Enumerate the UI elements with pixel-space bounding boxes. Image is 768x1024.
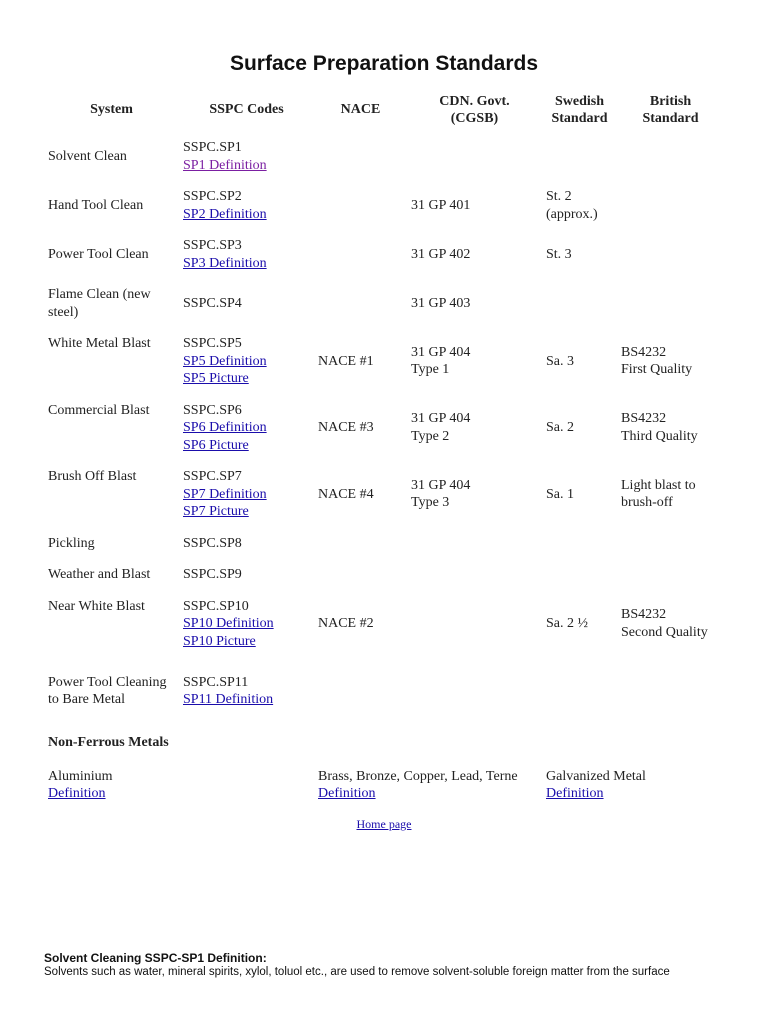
sspc-code-cell xyxy=(179,132,314,181)
swedish-value: Sa. 1 xyxy=(546,486,574,502)
swedish-cell xyxy=(542,132,617,181)
header-cdn-line2: (CGSB) xyxy=(450,111,499,126)
table-row xyxy=(44,395,724,462)
definition-title: Solvent Cleaning SSPC-SP1 Definition: xyxy=(44,951,267,965)
system-cell xyxy=(44,591,179,658)
system-cell xyxy=(44,328,179,395)
cdn-value: 31 GP 404 xyxy=(411,411,471,427)
british-cell xyxy=(617,230,724,279)
sspc-picture-link[interactable]: SP7 Picture xyxy=(183,504,249,519)
british-value: BS4232 xyxy=(621,411,667,427)
header-sspc-codes: SSPC Codes xyxy=(209,102,284,118)
cdn-cell xyxy=(407,657,542,725)
home-link-container xyxy=(0,817,768,832)
nace-value: NACE #1 xyxy=(318,353,374,369)
sspc-code-cell xyxy=(179,657,314,725)
header-system: System xyxy=(90,102,133,118)
system-name: Power Tool Cleaning to Bare Metal xyxy=(48,674,167,707)
british-cell xyxy=(617,528,724,560)
cdn-cell xyxy=(407,528,542,560)
system-cell xyxy=(44,395,179,462)
nace-cell xyxy=(314,657,407,725)
swedish-value: St. 3 xyxy=(546,246,572,262)
header-british-line2: Standard xyxy=(642,111,699,126)
swedish-value: Sa. 3 xyxy=(546,353,574,369)
british-note: brush-off xyxy=(621,495,673,511)
header-british-standard xyxy=(617,88,724,132)
nace-cell xyxy=(314,559,407,591)
sspc-code-cell xyxy=(179,328,314,395)
british-cell xyxy=(617,279,724,328)
system-name: Power Tool Clean xyxy=(48,246,149,262)
nace-cell xyxy=(314,591,407,658)
cdn-cell xyxy=(407,559,542,591)
header-nace: NACE xyxy=(340,102,381,118)
cdn-cell xyxy=(407,395,542,462)
sspc-code-cell xyxy=(179,528,314,560)
cdn-type: Type 3 xyxy=(411,495,450,511)
sspc-code: SSPC.SP5 xyxy=(183,336,242,351)
british-cell xyxy=(617,181,724,230)
home-page-link[interactable]: Home page xyxy=(356,817,412,831)
system-cell xyxy=(44,461,179,528)
cdn-cell xyxy=(407,181,542,230)
swedish-cell xyxy=(542,279,617,328)
non-ferrous-heading-row xyxy=(44,725,724,761)
table-row xyxy=(44,528,724,560)
system-name: Solvent Clean xyxy=(48,148,127,164)
cdn-cell xyxy=(407,461,542,528)
sspc-code-cell xyxy=(179,279,314,328)
sspc-code-cell xyxy=(179,181,314,230)
british-value: BS4232 xyxy=(621,344,667,360)
british-value: Light blast to xyxy=(621,477,696,493)
brass-cell xyxy=(314,761,542,810)
nace-value: NACE #3 xyxy=(318,420,374,435)
aluminium-cell xyxy=(44,761,314,810)
cdn-value: 31 GP 403 xyxy=(411,295,471,311)
galvanized-label: Galvanized Metal xyxy=(546,768,646,784)
swedish-cell xyxy=(542,591,617,658)
british-cell xyxy=(617,559,724,591)
nace-cell xyxy=(314,181,407,230)
sspc-code: SSPC.SP3 xyxy=(183,238,242,253)
cdn-cell xyxy=(407,591,542,658)
swedish-value: Sa. 2 ½ xyxy=(546,616,588,631)
swedish-cell xyxy=(542,230,617,279)
brass-definition-link[interactable]: Definition xyxy=(318,786,376,801)
sspc-code: SSPC.SP7 xyxy=(183,469,242,484)
sspc-code-cell xyxy=(179,461,314,528)
british-note: Third Quality xyxy=(621,428,698,444)
sspc-code-cell xyxy=(179,395,314,462)
aluminium-definition-link[interactable]: Definition xyxy=(48,786,106,801)
sspc-code-cell xyxy=(179,559,314,591)
cdn-value: 31 GP 404 xyxy=(411,477,471,493)
sspc-code: SSPC.SP2 xyxy=(183,189,242,204)
british-cell xyxy=(617,328,724,395)
british-cell xyxy=(617,395,724,462)
page-title: Surface Preparation Standards xyxy=(229,52,539,75)
system-cell xyxy=(44,132,179,181)
system-cell xyxy=(44,528,179,560)
galvanized-definition-link[interactable]: Definition xyxy=(546,786,604,801)
system-name: Near White Blast xyxy=(48,598,145,614)
sspc-code: SSPC.SP6 xyxy=(183,402,242,418)
cdn-value: 31 GP 404 xyxy=(411,344,471,360)
system-name: Weather and Blast xyxy=(48,567,151,582)
nace-value: NACE #2 xyxy=(318,616,374,631)
table-row xyxy=(44,461,724,528)
header-swedish-standard xyxy=(542,88,617,132)
system-cell xyxy=(44,279,179,328)
system-cell xyxy=(44,559,179,591)
british-note: First Quality xyxy=(621,362,693,378)
sspc-code-cell xyxy=(179,230,314,279)
nace-cell xyxy=(314,230,407,279)
cdn-type: Type 1 xyxy=(411,362,450,378)
british-value: BS4232 xyxy=(621,607,667,623)
swedish-cell xyxy=(542,181,617,230)
system-cell xyxy=(44,230,179,279)
swedish-cell xyxy=(542,328,617,395)
sspc-definition-link[interactable]: SP1 Definition xyxy=(183,157,267,173)
nace-cell xyxy=(314,528,407,560)
british-note: Second Quality xyxy=(621,624,708,640)
cdn-cell xyxy=(407,279,542,328)
header-cdn-govt xyxy=(407,88,542,132)
nace-cell xyxy=(314,461,407,528)
table-row xyxy=(44,591,724,658)
system-name: White Metal Blast xyxy=(48,336,151,351)
system-name: Pickling xyxy=(48,535,95,551)
swedish-note: (approx.) xyxy=(546,206,598,222)
nace-cell xyxy=(314,328,407,395)
table-row xyxy=(44,279,724,328)
sspc-picture-link[interactable]: SP5 Picture xyxy=(183,371,249,386)
swedish-value: Sa. 2 xyxy=(546,420,574,435)
swedish-cell xyxy=(542,395,617,462)
sspc-code: SSPC.SP4 xyxy=(183,295,242,311)
header-cdn-line1: CDN. Govt. xyxy=(439,93,510,109)
nace-cell xyxy=(314,395,407,462)
sspc-code-cell xyxy=(179,591,314,658)
sspc-code: SSPC.SP11 xyxy=(183,674,249,690)
nace-value: NACE #4 xyxy=(318,486,374,502)
definition-text: Solvents such as water, mineral spirits, xylol, toluol etc., are used to remove solvent-soluble foreign matter from the surface xyxy=(44,966,670,978)
table-row xyxy=(44,181,724,230)
sspc-definition-link[interactable]: SP10 Definition xyxy=(183,616,274,631)
cdn-cell xyxy=(407,132,542,181)
non-ferrous-heading: Non-Ferrous Metals xyxy=(48,735,169,750)
table-row xyxy=(44,328,724,395)
nace-cell xyxy=(314,279,407,328)
cdn-cell xyxy=(407,328,542,395)
swedish-cell xyxy=(542,528,617,560)
header-british-line1: British xyxy=(649,93,692,109)
system-cell xyxy=(44,181,179,230)
sspc-definition-link[interactable]: SP7 Definition xyxy=(183,486,267,502)
brass-label: Brass, Bronze, Copper, Lead, Terne xyxy=(318,768,518,784)
british-cell xyxy=(617,461,724,528)
galvanized-cell xyxy=(542,761,724,810)
british-cell xyxy=(617,132,724,181)
system-name: Hand Tool Clean xyxy=(48,197,144,213)
sspc-definition-link[interactable]: SP11 Definition xyxy=(183,692,274,707)
standards-table xyxy=(44,88,724,810)
header-swedish-line1: Swedish xyxy=(554,93,605,109)
sspc-picture-link[interactable]: SP10 Picture xyxy=(183,633,256,649)
swedish-cell xyxy=(542,559,617,591)
cdn-type: Type 2 xyxy=(411,428,450,444)
nace-cell xyxy=(314,132,407,181)
aluminium-label: Aluminium xyxy=(48,768,113,784)
sspc-definition-link[interactable]: SP2 Definition xyxy=(183,206,267,222)
swedish-value: St. 2 xyxy=(546,189,572,204)
system-name: Flame Clean (new steel) xyxy=(48,287,151,320)
table-header-row xyxy=(44,88,724,132)
cdn-cell xyxy=(407,230,542,279)
system-cell xyxy=(44,657,179,725)
table-row xyxy=(44,657,724,725)
cdn-value: 31 GP 402 xyxy=(411,246,471,262)
sspc-code: SSPC.SP8 xyxy=(183,535,242,551)
table-row xyxy=(44,230,724,279)
british-cell xyxy=(617,591,724,658)
sspc-definition-link[interactable]: SP5 Definition xyxy=(183,353,267,369)
sspc-code: SSPC.SP9 xyxy=(183,567,242,582)
non-ferrous-row xyxy=(44,761,724,810)
table-row xyxy=(44,559,724,591)
swedish-cell xyxy=(542,461,617,528)
system-name: Brush Off Blast xyxy=(48,469,137,484)
table-row xyxy=(44,132,724,181)
sspc-code: SSPC.SP1 xyxy=(183,140,242,155)
swedish-cell xyxy=(542,657,617,725)
sspc-definition-link[interactable]: SP3 Definition xyxy=(183,255,267,271)
cdn-value: 31 GP 401 xyxy=(411,197,471,213)
header-swedish-line2: Standard xyxy=(551,111,608,126)
british-cell xyxy=(617,657,724,725)
sspc-picture-link[interactable]: SP6 Picture xyxy=(183,437,249,453)
system-name: Commercial Blast xyxy=(48,402,150,418)
sspc-definition-link[interactable]: SP6 Definition xyxy=(183,420,267,435)
sspc-code: SSPC.SP10 xyxy=(183,598,249,614)
